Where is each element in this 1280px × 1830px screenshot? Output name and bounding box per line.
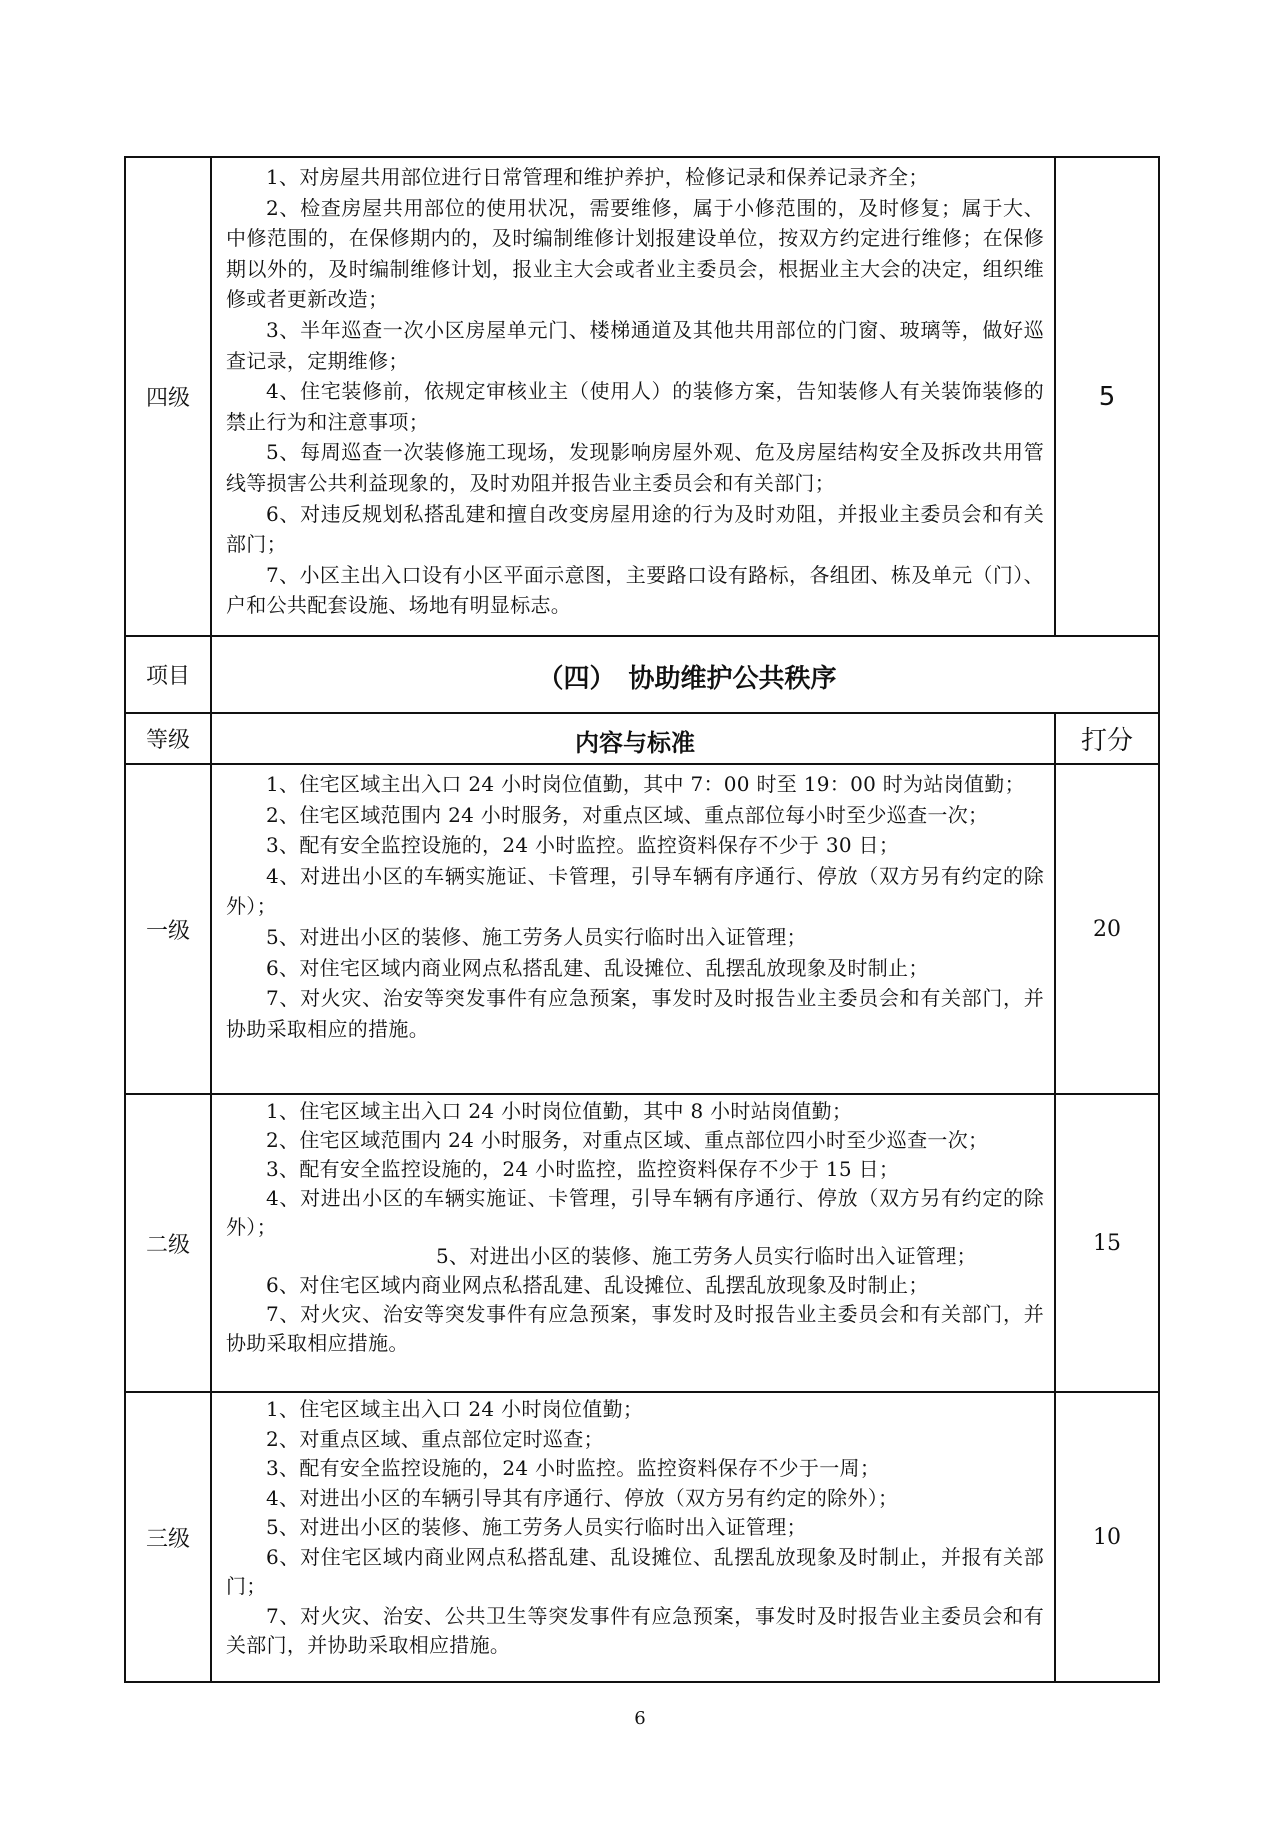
score-cell: 20 [1093, 916, 1121, 942]
score-header: 打分 [1080, 726, 1133, 756]
content-cell [212, 1095, 1056, 1391]
list-item: 5、对进出小区的装修、施工劳务人员实行临时出入证管理； [436, 1244, 977, 1268]
list-item: 7、对火灾、治安等突发事件有应急预案，事发时及时报告业主委员会和有关部门，并协助采取相应措施。 [226, 1302, 1044, 1355]
list-item: 7、对火灾、治安、公共卫生等突发事件有应急预案，事发时及时报告业主委员会和有关部门，并协助采取相应措施。 [226, 1603, 1044, 1657]
list-item: 6、对住宅区域内商业网点私搭乱建、乱设摊位、乱摆乱放现象及时制止； [266, 955, 929, 980]
list-item: 6、对住宅区域内商业网点私搭乱建、乱设摊位、乱摆乱放现象及时制止； [266, 1273, 929, 1297]
list-item: 3、配有安全监控设施的，24 小时监控。监控资料保存不少于一周； [266, 1456, 881, 1480]
list-item: 2、对重点区域、重点部位定时巡查； [266, 1426, 604, 1451]
table-header-row [126, 714, 1158, 765]
table-row-level-3 [126, 1393, 1158, 1681]
list-item: 5、对进出小区的装修、施工劳务人员实行临时出入证管理； [266, 924, 807, 949]
page-number: 6 [634, 1708, 646, 1729]
content-cell [212, 765, 1056, 1093]
list-item: 2、住宅区域范围内 24 小时服务，对重点区域、重点部位四小时至少巡查一次； [266, 1128, 989, 1152]
grade-cell: 一级 [126, 765, 212, 1093]
list-item: 2、检查房屋共用部位的使用状况，需要维修，属于小修范围的，及时修复；属于大、中修范围的，在保修期内的，及时编制维修计划报建设单位，按双方约定进行维修；在保修期以外的，及时编制维修计划，报业主大会或者业主委员会，根据业主大会的决定，组织维修或者更新改造； [226, 195, 1044, 312]
list-item: 4、对进出小区的车辆引导其有序通行、停放（双方另有约定的除外）； [266, 1485, 899, 1510]
list-item: 4、对进出小区的车辆实施证、卡管理，引导车辆有序通行、停放（双方另有约定的除外）； [226, 863, 1044, 919]
list-item: 4、对进出小区的车辆实施证、卡管理，引导车辆有序通行、停放（双方另有约定的除外）； [226, 1186, 1044, 1239]
section-title: （四） 协助维护公共秩序 [537, 664, 837, 694]
list-item: 3、配有安全监控设施的，24 小时监控，监控资料保存不少于 15 日； [266, 1157, 900, 1181]
list-item: 6、对违反规划私搭乱建和擅自改变房屋用途的行为及时劝阻，并报业主委员会和有关部门； [226, 501, 1044, 557]
content-cell [212, 1393, 1056, 1681]
list-item: 1、住宅区域主出入口 24 小时岗位值勤； [266, 1397, 644, 1421]
list-item: 1、住宅区域主出入口 24 小时岗位值勤，其中 8 小时站岗值勤； [266, 1099, 853, 1123]
grade-cell: 三级 [126, 1393, 212, 1681]
content-header: 内容与标准 [212, 714, 1056, 763]
list-item: 5、对进出小区的装修、施工劳务人员实行临时出入证管理； [266, 1515, 807, 1539]
table-row-project [126, 637, 1158, 714]
list-item: 5、每周巡查一次装修施工现场，发现影响房屋外观、危及房屋结构安全及拆改共用管线等损害公共利益现象的，及时劝阻并报告业主委员会和有关部门； [226, 440, 1044, 495]
list-item: 7、对火灾、治安等突发事件有应急预案，事发时及时报告业主委员会和有关部门，并协助采取相应的措施。 [226, 986, 1044, 1041]
table-row-level-4 [126, 158, 1158, 637]
score-cell: 15 [1093, 1230, 1121, 1256]
list-item: 4、住宅装修前，依规定审核业主（使用人）的装修方案，告知装修人有关装饰装修的禁止行为和注意事项； [226, 379, 1044, 434]
list-item: 6、对住宅区域内商业网点私搭乱建、乱设摊位、乱摆乱放现象及时制止，并报有关部门； [226, 1544, 1044, 1598]
grade-header: 等级 [126, 714, 212, 763]
table-row-level-1 [126, 765, 1158, 1095]
score-cell: 5 [1098, 381, 1116, 412]
list-item: 3、半年巡查一次小区房屋单元门、楼梯通道及其他共用部位的门窗、玻璃等，做好巡查记录，定期维修； [226, 317, 1044, 373]
standards-table [124, 156, 1160, 1683]
grade-cell: 四级 [126, 158, 212, 635]
list-item: 2、住宅区域范围内 24 小时服务，对重点区域、重点部位每小时至少巡查一次； [266, 802, 989, 827]
grade-cell: 二级 [126, 1095, 212, 1391]
content-cell [212, 158, 1056, 635]
score-cell: 10 [1093, 1524, 1121, 1550]
list-item: 7、小区主出入口设有小区平面示意图，主要路口设有路标，各组团、栋及单元（门）、户和公共配套设施、场地有明显标志。 [226, 562, 1044, 618]
list-item: 1、住宅区域主出入口 24 小时岗位值勤，其中 7：00 时至 19：00 时为站岗值勤； [266, 772, 1025, 796]
list-item: 3、配有安全监控设施的，24 小时监控。监控资料保存不少于 30 日； [266, 833, 900, 858]
project-label: 项目 [126, 637, 212, 712]
table-row-level-2 [126, 1095, 1158, 1393]
list-item: 1、对房屋共用部位进行日常管理和维护养护，检修记录和保养记录齐全； [266, 165, 929, 189]
